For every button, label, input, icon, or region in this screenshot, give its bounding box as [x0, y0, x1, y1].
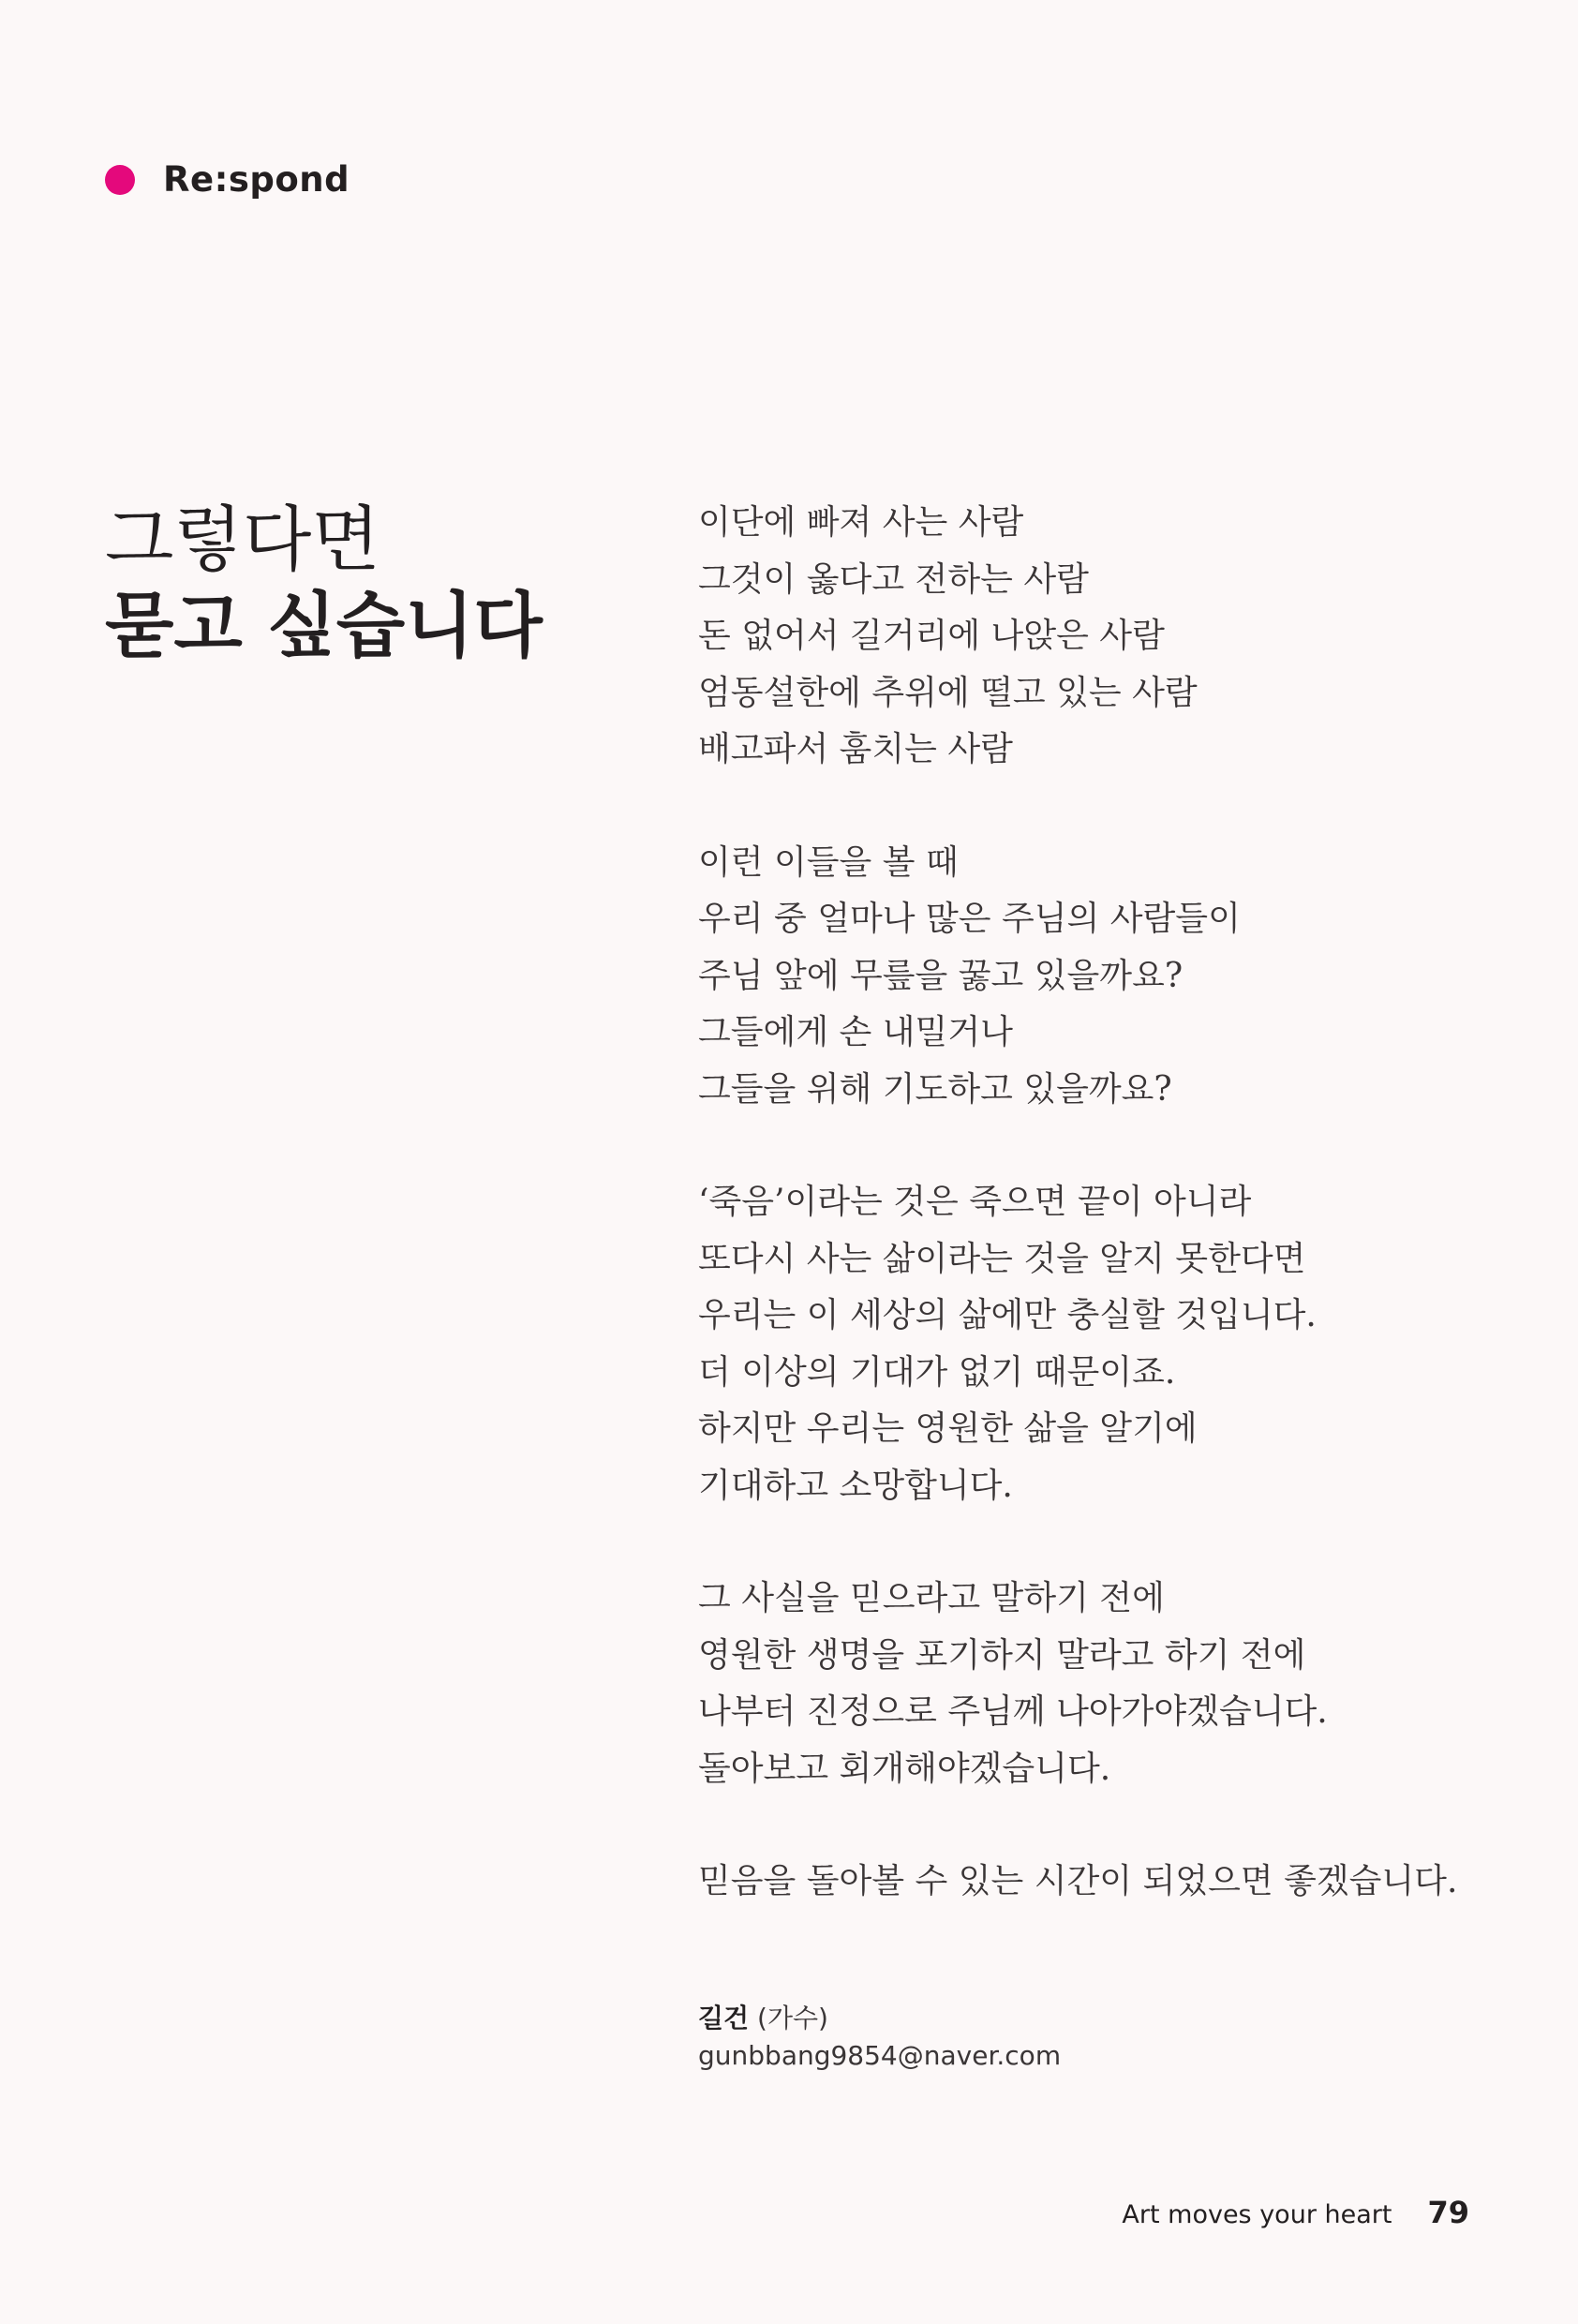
author-block: [698, 2000, 1061, 2075]
section-label: Re:spond: [163, 159, 350, 200]
page-footer: [1122, 2195, 1469, 2230]
poem-line: 주님 앞에 무릎을 꿇고 있을까요?: [698, 956, 1184, 995]
section-tag: [105, 159, 350, 200]
author-name: 길건: [698, 2003, 750, 2034]
poem-stanza-2: [698, 835, 1504, 1119]
poem-line: 믿음을 돌아볼 수 있는 시간이 되었으면 좋겠습니다.: [698, 1862, 1458, 1900]
poem-line: 기대하고 소망합니다.: [698, 1466, 1013, 1505]
poem-line: 그들을 위해 기도하고 있을까요?: [698, 1069, 1172, 1109]
poem-line: 엄동설한에 추위에 떨고 있는 사람: [698, 673, 1198, 712]
article-title-line-2: 묻고 싶습니다: [105, 584, 543, 667]
poem-body: [698, 495, 1504, 1967]
article-title-line-1: 그렇다면: [105, 498, 380, 581]
page-number: 79: [1427, 2195, 1469, 2230]
poem-line: 더 이상의 기대가 없기 때문이죠.: [698, 1352, 1176, 1392]
author-email: gunbbang9854@naver.com: [698, 2040, 1062, 2071]
poem-line: 그들에게 손 내밀거나: [698, 1013, 1013, 1051]
poem-line: 하지만 우리는 영원한 삶을 알기에: [698, 1409, 1198, 1448]
poem-line: 그것이 옳다고 전하는 사람: [698, 559, 1089, 599]
poem-line: 영원한 생명을 포기하지 말라고 하기 전에: [698, 1635, 1306, 1675]
poem-line: ‘죽음’이라는 것은 죽으면 끝이 아니라: [698, 1183, 1252, 1221]
article-title: [105, 497, 611, 669]
poem-stanza-4: [698, 1571, 1504, 1797]
poem-stanza-1: [698, 495, 1504, 779]
author-credit: [698, 2000, 1061, 2037]
poem-line: 나부터 진정으로 주님께 나아가야겠습니다.: [698, 1692, 1328, 1731]
poem-line: 우리는 이 세상의 삶에만 충실할 것입니다.: [698, 1296, 1317, 1334]
poem-line: 돌아보고 회개해야겠습니다.: [698, 1749, 1111, 1788]
poem-line: 돈 없어서 길거리에 나앉은 사람: [698, 617, 1165, 655]
author-role: (가수): [757, 2003, 828, 2034]
poem-line: 또다시 사는 삶이라는 것을 알지 못한다면: [698, 1239, 1306, 1278]
footer-tagline: Art moves your heart: [1122, 2200, 1392, 2229]
section-dot-icon: [105, 165, 135, 195]
poem-line: 배고파서 훔치는 사람: [698, 730, 1013, 768]
poem-stanza-5: [698, 1854, 1504, 1911]
poem-line: 이단에 빠져 사는 사람: [698, 503, 1024, 542]
poem-line: 그 사실을 믿으라고 말하기 전에: [698, 1579, 1165, 1617]
poem-line: 우리 중 얼마나 많은 주님의 사람들이: [698, 900, 1241, 938]
poem-stanza-3: [698, 1174, 1504, 1514]
poem-line: 이런 이들을 볼 때: [698, 842, 959, 882]
